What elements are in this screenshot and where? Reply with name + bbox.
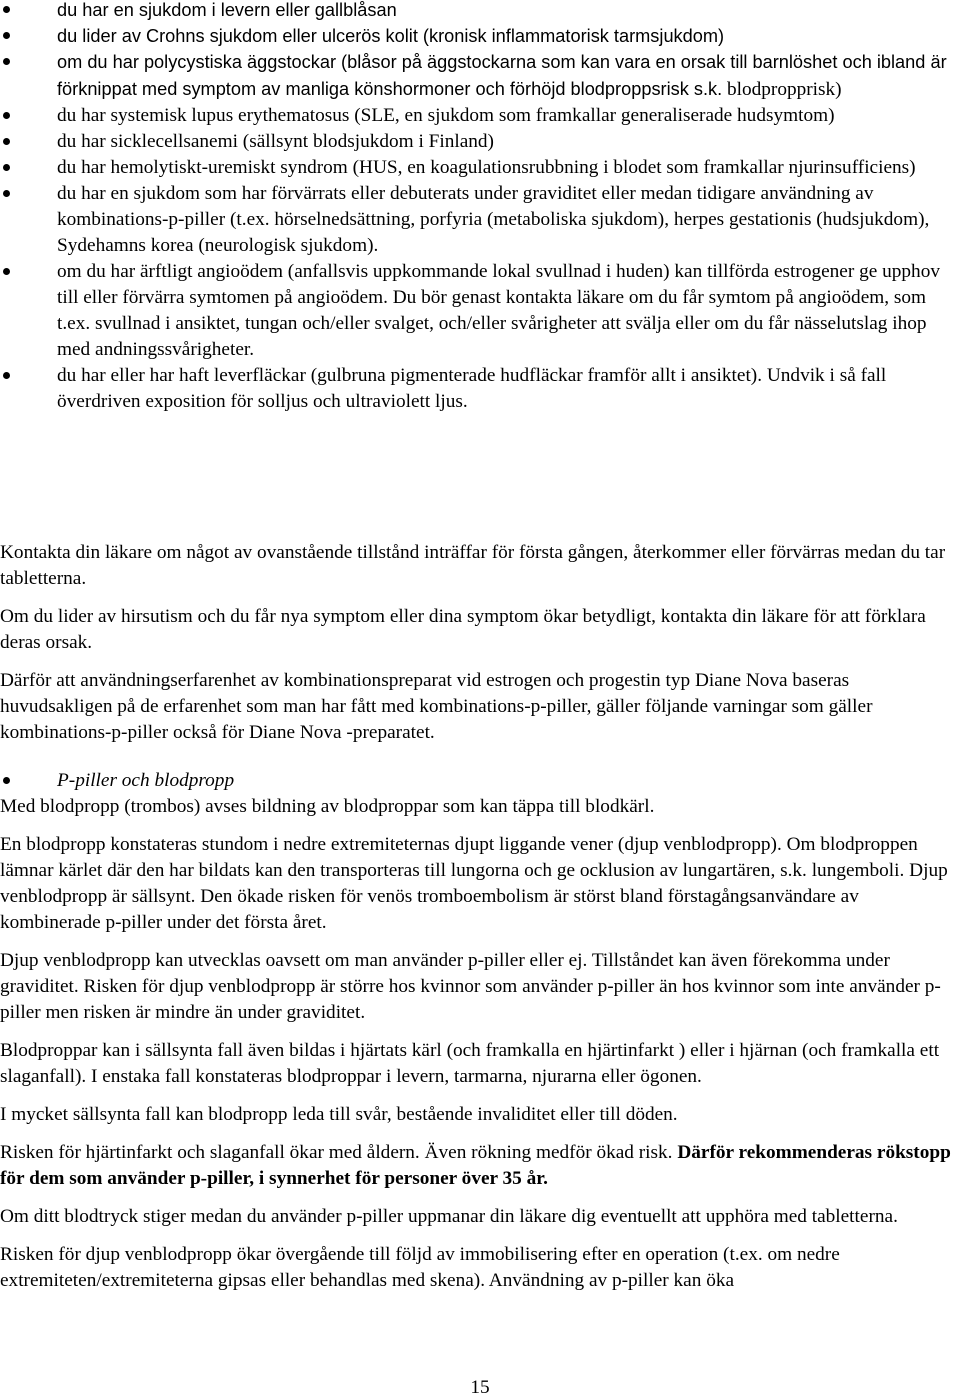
paragraph: Med blodpropp (trombos) avses bildning av blodproppar som kan täppa till blodkärl. xyxy=(0,796,655,817)
condition-list xyxy=(0,0,960,415)
page-number: 15 xyxy=(470,1377,490,1398)
list-item: du har sicklecellsanemi (sällsynt blodsjukdom i Finland) xyxy=(0,129,960,155)
list-item: du har hemolytiskt-uremiskt syndrom (HUS, en koagulationsrubbning i blodet som framkallar njurinsufficiens) xyxy=(0,155,960,181)
body-text xyxy=(0,540,960,1306)
paragraph: Risken för djup venblodpropp ökar övergående till följd av immobilisering efter en operation (t.ex. om nedre extremiteten/extremiteterna gipsas eller behandlas med skena). Användning av p-piller kan öka xyxy=(0,1244,840,1291)
paragraph: Blodproppar kan i sällsynta fall även bildas i hjärtats kärl (och framkalla en hjärtinfarkt ) eller i hjärnan (och framkalla ett slaganfall). I enstaka fall konstateras blodproppar i levern, tarmarna, njurarna eller ögonen. xyxy=(0,1040,940,1087)
list-item: du lider av Crohns sjukdom eller ulcerös kolit (kronisk inflammatorisk tarmsjukdom) xyxy=(0,23,960,49)
paragraph: Djup venblodpropp kan utvecklas oavsett om man använder p-piller eller ej. Tillståndet kan även förekomma under graviditet. Risken för djup venblodpropp är större hos kvinnor som använder p-piller än hos kvinnor som inte använder p-piller men risken är mindre än under graviditet. xyxy=(0,950,941,1023)
list-item: om du har ärftligt angioödem (anfallsvis uppkommande lokal svullnad i huden) kan tillförda estrogener ge upphov till eller förvärra symtomen på angioödem. Du bör genast kontakta läkare om du får symtom på angioödem, som t.ex. svullnad i ansiktet, tungan och/eller svalget, och/eller svårigheter att svälja eller om du får nässelutslag ihop med andningssvårigheter. xyxy=(0,259,960,363)
bold-recommendation: Därför rekommenderas rökstopp för dem som använder p-piller, i synnerhet för personer över 35 år. xyxy=(0,1142,951,1189)
list-item: du har en sjukdom i levern eller gallblåsan xyxy=(0,0,960,23)
paragraph: En blodpropp konstateras stundom i nedre extremiteternas djupt liggande vener (djup venblodpropp). Om blodproppen lämnar kärlet där den har bildats kan den transporteras till lungorna och ge ocklusion av lungartären, s.k. lungemboli. Djup venblodpropp är sällsynt. Den ökade risken för venös tromboembolism är störst bland förstagångsanvändare av kombinerade p-piller under det första året. xyxy=(0,834,948,933)
paragraph: Därför att användningserfarenhet av kombinationspreparat vid estrogen och progestin typ Diane Nova baseras huvudsakligen på de erfarenhet som man har fått med kombinations-p-piller, gäller följande varningar som gäller kombinations-p-piller också för Diane Nova -preparatet. xyxy=(0,670,873,743)
paragraph: Kontakta din läkare om något av ovanstående tillstånd inträffar för första gången, återkommer eller förvärras medan du tar tabletterna. xyxy=(0,542,946,589)
paragraph: Om ditt blodtryck stiger medan du använder p-piller uppmanar din läkare dig eventuellt att upphöra med tabletterna. xyxy=(0,1206,898,1227)
risk-paragraph: Risken för hjärtinfarkt och slaganfall ökar med åldern. Även rökning medför ökad risk. Därför rekommenderas rökstopp för dem som använder p-piller, i synnerhet för personer över 35 år. xyxy=(0,1142,951,1189)
list-item: du har en sjukdom som har förvärrats eller debuterats under graviditet eller medan tidigare användning av kombinations-p-piller (t.ex. hörselnedsättning, porfyria (metaboliska sjukdom), herpes gestationis (hudsjukdom), Sydehamns korea (neurologisk sjukdom). xyxy=(0,181,960,259)
list-item: du har systemisk lupus erythematosus (SLE, en sjukdom som framkallar generaliserade hudsymtom) xyxy=(0,103,960,129)
paragraph: I mycket sällsynta fall kan blodpropp leda till svår, bestående invaliditet eller till döden. xyxy=(0,1104,678,1125)
section-heading: P-piller och blodpropp xyxy=(0,768,960,794)
section-heading-list xyxy=(0,768,960,794)
list-item: om du har polycystiska äggstockar (blåsor på äggstockarna som kan vara en orsak till barnlöshet och ibland är förknippat med symptom av manliga könshormoner och förhöjd blodproppsrisk s.k. blodpropprisk) xyxy=(0,49,960,103)
list-item: du har eller har haft leverfläckar (gulbruna pigmenterade hudfläckar framför allt i ansiktet). Undvik i så fall överdriven exposition för solljus och ultraviolett ljus. xyxy=(0,363,960,415)
paragraph: Om du lider av hirsutism och du får nya symptom eller dina symptom ökar betydligt, kontakta din läkare för att förklara deras orsak. xyxy=(0,606,926,653)
